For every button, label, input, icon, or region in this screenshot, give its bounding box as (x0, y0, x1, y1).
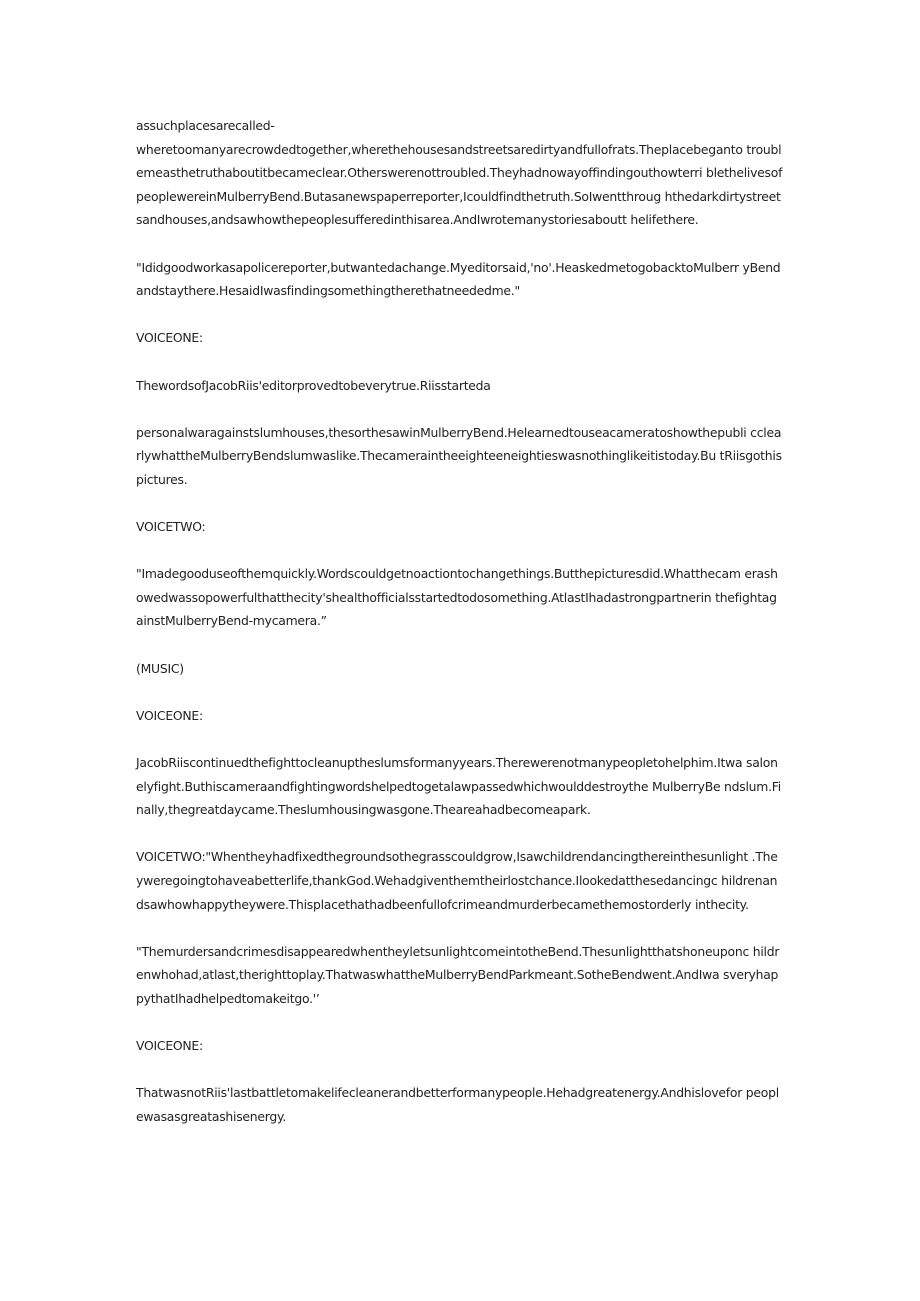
document-body (136, 114, 784, 1152)
paragraph-quote-camera: "Imadegooduseofthemquickly.Wordscouldgetnoactiontochangethings.Butthepicturesdid.Whatthecam erashowedwassopowerfulthatthecity'shealthofficialsstartedtodosomething.AtlastIhadastrongpartnerin thefightagainstMulberryBend-mycamera.” (136, 566, 778, 629)
paragraph-voice-two-sunlight: VOICETWO:"Whentheyhadfixedthegroundsothegrasscouldgrow,Isawchildrendancingthereinthesunlight .Theyweregoingtohaveabetterlife,thankGod.Wehadgiventhemtheirlostchance.Ilookedatthesedancingc hildrenandsawhowhappytheywere.Thisplacethathadbeenfullofcrimeandmurderbecamethemostorderly inthecity. (136, 849, 778, 912)
paragraph-intro: assuchplacesarecalled- wheretoomanyarecrowdedtogether,wherethehousesandstreetsaredirtyandfullofrats.Theplacebeganto troublemeasthetruthaboutitbecameclear.Otherswerenottroubled.Theyhadnowayoffindingouthowterri blethelivesofpeoplewereinMulberryBend.Butasanewspaperreporter,Icouldfindthetruth.SoIwentthroug hthedarkdirtystreetsandhouses,andsawhowthepeoplesufferedinthisarea.AndIwrotemanystoriesaboutt helifethere. (136, 118, 783, 228)
paragraph-continued-fight: JacobRiiscontinuedthefighttocleanuptheslumsformanyyears.Therewerenotmanypeopletohelphim.Itwa salonelyfight.Buthiscameraandfightingwordshelpedtogetalawpassedwhichwoulddestroythe MulberryBe ndslum.Finally,thegreatdaycame.Theslumhousingwasgone.Theareahadbecomeapark. (136, 755, 781, 818)
paragraph-editor-proved-true: ThewordsofJacobRiis'editorprovedtobeverytrue.Riisstarteda (136, 377, 491, 393)
music-cue: (MUSIC) (136, 660, 184, 676)
speaker-label-voice-one: VOICEONE: (136, 1038, 203, 1054)
paragraph-last-battle: ThatwasnotRiis'lastbattletomakelifecleanerandbetterformanypeople.Hehadgreatenergy.Andhislovefor peoplewasasgreatashisenergy. (136, 1085, 779, 1124)
speaker-label-voice-one: VOICEONE: (136, 707, 203, 723)
paragraph-quote-murders-disappeared: "ThemurdersandcrimesdisappearedwhentheyletsunlightcomeintotheBend.Thesunlightthatshoneuponc hildrenwhohad,atlast,therighttoplay.ThatwaswhattheMulberryBendParkmeant.SotheBendwent.AndIwa sveryhappythatIhadhelpedtomakeitgo.'’ (136, 943, 780, 1006)
speaker-label-voice-two: VOICETWO: (136, 519, 206, 535)
speaker-label-voice-one: VOICEONE: (136, 330, 203, 346)
paragraph-quote-police-reporter: "Ididgoodworkasapolicereporter,butwantedachange.Myeditorsaid,'no'.HeaskedmetogobacktoMulberr yBendandstaythere.HesaidIwasfindingsomethingtherethatneededme." (136, 259, 781, 299)
paragraph-personal-war: personalwaragainstslumhouses,thesorthesawinMulberryBend.Helearnedtouseacameratoshowthepubli cclearlywhattheMulberryBendslumwaslike.Thecameraintheeighteeneightieswasnothinglikeitistoday.Bu tRiisgothispictures. (136, 424, 782, 487)
